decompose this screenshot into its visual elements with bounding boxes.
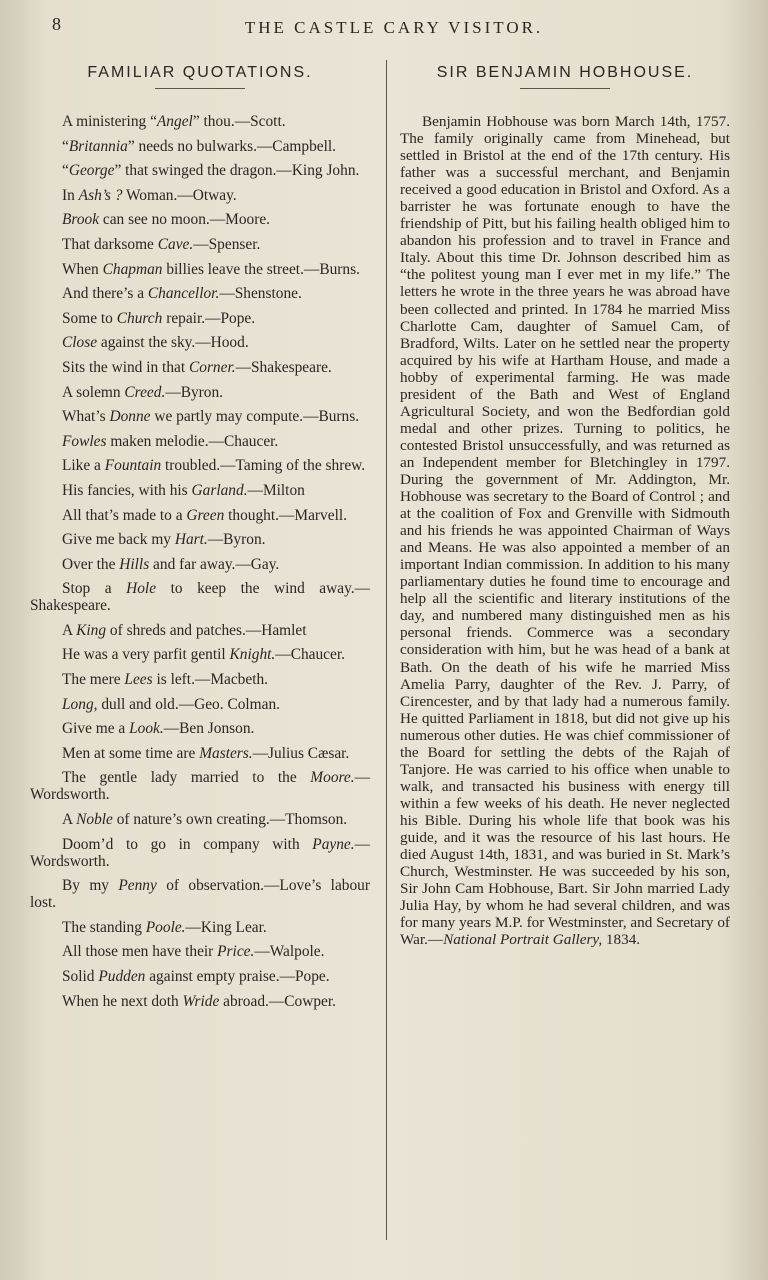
article-source-year: 1834. xyxy=(602,931,641,949)
quotation-attribution: billies leave the street.—Burns. xyxy=(162,260,360,278)
quotation-attribution: —Wordsworth. xyxy=(30,835,370,870)
quotation-item xyxy=(30,811,370,828)
quotation-attribution: —Ben Jonson. xyxy=(163,720,255,738)
quotation-item xyxy=(30,769,370,803)
quotation-item xyxy=(30,943,370,960)
article-body: Benjamin Hobhouse was born March 14th, 1757. The family originally came from Minehead, but settled in Bristol at the end of the 17th century. His father was a successful merchant, and Benjamin received a good education in Bristol and Oxford. As a barrister he was fortunate enough to have the friendship of Pitt, but his failing health obliged him to abandon his profession and to travel in France and Italy. About this time Dr. Johnson described him as “the politest young man I ever met in my life.” The letters he wrote in the three years he was abroad have been collected and printed. In 1784 he married Miss Charlotte Cam, daughter of Samuel Cam, of Bradford, Wilts. Later on he settled near the property acquired by his wife at Hartham House, and made a hobby of experimental farming. He was made president of the Bath and West of England Agricultural Society, and won the Bedfordian gold medal and other prizes. Turning to politics, he contested Bristol unsuccessfully, and was returned as an Independent member for Bletchingley in 1797. During the government of Mr. Addington, Mr. Hobhouse was secretary to the Board of Control ; and at the coalition of Fox and Grenville with Sidmouth and his friends he was appointed Chairman of Ways and Means. He was also appointed a member of an important Indian commission. In addition to his many parliamentary duties he found time to encourage and help all the scientific and literary institutions of the day, and numbered many distinguished men as his personal friends. Commerce was a secondary consideration with him, but he was head of a bank at Bath. On the death of his wife he married Miss Amelia Parry, daughter of the Rev. J. Parry, of Cirencester, and by that lady had a numerous family. He quitted Parliament in 1818, but did not give up his numerous other duties. He was chief commissioner of the Board for settling the debts of the Rajah of Tanjore. He was carried to his office when unable to walk, and transacted his business with energy till within a few weeks of his death. He never neglected his Bible. During his whole life that book was his guide, and it was the resource of his last hours. He died August 14th, 1831, and was buried in St. Mark’s Church, Westminster. He was succeeded by his son, Sir John Cam Hobhouse, Bart. Sir John married Lady Julia Hay, by whom he had several children, and was for many years M.P. for Westminster, and Secretary of War.— xyxy=(400,113,730,949)
quotation-keyword: Pudden xyxy=(98,968,146,985)
quotation-item xyxy=(30,646,370,663)
heading-rule xyxy=(520,88,610,89)
quotation-keyword: Britannia xyxy=(68,137,128,155)
quotation-attribution: —Byron. xyxy=(165,383,224,401)
quotation-attribution: troubled.—Taming of the shrew. xyxy=(161,457,366,475)
quotation-attribution: of nature’s own creating.—Thomson. xyxy=(112,811,348,829)
quotation-item xyxy=(30,622,370,639)
page-number: 8 xyxy=(52,14,61,34)
quotation-text: The mere xyxy=(62,671,125,689)
quotation-attribution: Woman.—Otway. xyxy=(122,186,237,204)
quotation-attribution: ” thou.—Scott. xyxy=(192,113,286,130)
quotation-text: Give me a xyxy=(62,720,130,738)
column-divider xyxy=(386,60,387,1240)
quotation-item xyxy=(30,671,370,688)
quotation-item xyxy=(30,696,370,713)
quotation-text: A xyxy=(62,621,77,639)
quotation-item xyxy=(30,236,370,253)
article-source: National Portrait Gallery, xyxy=(443,931,603,949)
quotation-item xyxy=(30,359,370,376)
quotation-text: That darksome xyxy=(62,235,158,253)
quotation-item xyxy=(30,968,370,985)
quotation-item xyxy=(30,211,370,228)
familiar-quotations-column xyxy=(30,58,370,1017)
quotation-text: Give me back my xyxy=(62,531,175,549)
quotation-attribution: repair.—Pope. xyxy=(162,309,256,327)
quotation-text: Sits the wind in that xyxy=(62,358,189,376)
quotation-keyword: Fountain xyxy=(104,457,162,475)
quotation-attribution: can see no moon.—Moore. xyxy=(99,211,271,229)
quotation-attribution: is left.—Macbeth. xyxy=(152,671,269,689)
quotation-text: In xyxy=(62,186,79,204)
quotation-attribution: —Spenser. xyxy=(193,235,261,253)
publication-title: THE CASTLE CARY VISITOR. xyxy=(244,18,544,37)
quotation-item xyxy=(30,334,370,351)
quotation-text: When he next doth xyxy=(62,992,183,1010)
quotation-text: The standing xyxy=(62,918,146,936)
quotation-attribution: of observation.—Love’s labour lost. xyxy=(30,877,370,912)
quotation-attribution: abroad.—Cowper. xyxy=(219,992,336,1010)
quotation-item xyxy=(30,457,370,474)
quotation-item xyxy=(30,482,370,499)
quotation-attribution: against the sky.—Hood. xyxy=(97,334,249,352)
quotation-text: When xyxy=(62,260,103,278)
familiar-quotations-title: FAMILIAR QUOTATIONS. xyxy=(87,64,313,81)
quotation-text: By my xyxy=(62,877,119,895)
quotation-keyword: Poole. xyxy=(145,918,186,936)
quotation-item xyxy=(30,877,370,911)
quotation-keyword: Noble xyxy=(76,811,113,829)
quotation-text: Over the xyxy=(62,555,120,573)
quotation-keyword: Ash’s ? xyxy=(78,186,123,204)
quotation-text: Stop a xyxy=(62,580,127,598)
quotation-text: “ xyxy=(62,162,69,180)
quotation-item xyxy=(30,993,370,1010)
quotation-keyword: Creed. xyxy=(124,383,166,401)
quotation-keyword: Fowles xyxy=(62,432,107,450)
quotation-keyword: Garland. xyxy=(191,481,248,499)
quotation-keyword: Penny xyxy=(118,877,157,895)
quotation-item xyxy=(30,310,370,327)
quotation-attribution: to keep the wind away.—Shakespeare. xyxy=(30,580,370,615)
quotation-attribution: thought.—Marvell. xyxy=(224,506,347,524)
quotation-keyword: Chapman xyxy=(102,260,163,278)
quotation-text: Some to xyxy=(62,309,117,327)
quotation-keyword: Church xyxy=(116,309,163,327)
quotation-keyword: Angel xyxy=(156,113,193,130)
quotation-attribution: —Wordsworth. xyxy=(30,769,370,804)
quotation-item xyxy=(30,384,370,401)
quotation-text: A ministering “ xyxy=(62,113,157,130)
quotation-keyword: Green xyxy=(186,506,225,524)
quotation-text: Men at some time are xyxy=(62,744,200,762)
hobhouse-title: SIR BENJAMIN HOBHOUSE. xyxy=(436,64,694,81)
quotation-attribution: and far away.—Gay. xyxy=(149,555,280,573)
quotation-attribution: dull and old.—Geo. Colman. xyxy=(97,695,281,713)
quotation-text: Solid xyxy=(62,968,99,985)
hobhouse-heading xyxy=(400,58,730,89)
quotation-keyword: Knight. xyxy=(229,646,276,664)
quotation-keyword: Payne. xyxy=(312,835,355,853)
quotation-text: What’s xyxy=(62,408,110,426)
quotation-list xyxy=(30,113,370,1010)
quotation-text: He was a very parfit gentil xyxy=(62,646,230,664)
quotation-attribution: maken melodie.—Chaucer. xyxy=(106,432,279,450)
quotation-item xyxy=(30,919,370,936)
quotation-keyword: Chancellor. xyxy=(147,285,220,303)
page-header xyxy=(0,14,768,44)
quotation-keyword: Hills xyxy=(119,555,150,573)
hobhouse-column xyxy=(400,58,730,948)
quotation-item xyxy=(30,162,370,179)
quotation-attribution: —Chaucer. xyxy=(275,646,345,664)
quotation-text: A solemn xyxy=(62,383,125,401)
quotation-item xyxy=(30,433,370,450)
quotation-keyword: King xyxy=(76,621,107,639)
quotation-keyword: Brook xyxy=(62,211,100,229)
quotation-item xyxy=(30,113,370,130)
quotation-text: And there’s a xyxy=(62,285,148,303)
quotation-item xyxy=(30,507,370,524)
quotation-attribution: —Milton xyxy=(247,481,305,499)
quotation-item xyxy=(30,580,370,614)
quotation-attribution: —Walpole. xyxy=(254,943,325,961)
quotation-item xyxy=(30,745,370,762)
quotation-keyword: Cave. xyxy=(157,235,194,253)
quotation-attribution: against empty praise.—Pope. xyxy=(145,968,330,985)
quotation-text: The gentle lady married to the xyxy=(62,769,311,787)
quotation-item xyxy=(30,531,370,548)
quotation-item xyxy=(30,556,370,573)
quotation-item xyxy=(30,261,370,278)
quotation-attribution: —Shenstone. xyxy=(219,285,302,303)
quotation-item xyxy=(30,285,370,302)
quotation-attribution: —Byron. xyxy=(207,531,266,549)
quotation-item xyxy=(30,408,370,425)
hobhouse-article xyxy=(400,113,730,948)
quotation-text: Like a xyxy=(62,457,105,475)
quotation-item xyxy=(30,138,370,155)
quotation-keyword: Look. xyxy=(129,720,164,738)
quotation-text: “ xyxy=(62,137,69,155)
quotation-keyword: Close xyxy=(62,334,98,352)
quotation-attribution: —Shakespeare. xyxy=(235,358,332,376)
quotation-attribution: we partly may compute.—Burns. xyxy=(150,408,360,426)
quotation-attribution: —Julius Cæsar. xyxy=(252,744,350,762)
quotation-keyword: Hole xyxy=(126,580,157,598)
familiar-quotations-heading xyxy=(30,58,370,89)
quotation-text: His fancies, with his xyxy=(62,481,192,499)
quotation-keyword: Donne xyxy=(109,408,151,426)
quotation-item xyxy=(30,187,370,204)
quotation-keyword: Masters. xyxy=(199,744,253,762)
quotation-keyword: Moore. xyxy=(310,769,355,787)
quotation-text: A xyxy=(62,811,77,829)
quotation-keyword: Corner. xyxy=(188,358,236,376)
quotation-attribution: ” that swinged the dragon.—King John. xyxy=(114,162,360,180)
quotation-attribution: of shreds and patches.—Hamlet xyxy=(106,621,307,639)
quotation-text: Doom’d to go in company with xyxy=(62,835,313,853)
quotation-keyword: Hart. xyxy=(174,531,208,549)
quotation-text: All that’s made to a xyxy=(62,506,187,524)
heading-rule xyxy=(155,88,245,89)
quotation-text: All those men have their xyxy=(62,943,218,961)
quotation-item xyxy=(30,836,370,870)
quotation-keyword: Price. xyxy=(217,943,255,961)
quotation-keyword: Lees xyxy=(124,671,153,689)
quotation-attribution: —King Lear. xyxy=(185,918,267,936)
quotation-keyword: George xyxy=(68,162,115,180)
quotation-item xyxy=(30,720,370,737)
quotation-keyword: Wride xyxy=(182,992,220,1010)
quotation-keyword: Long, xyxy=(62,695,98,713)
quotation-attribution: ” needs no bulwarks.—Campbell. xyxy=(127,137,337,155)
